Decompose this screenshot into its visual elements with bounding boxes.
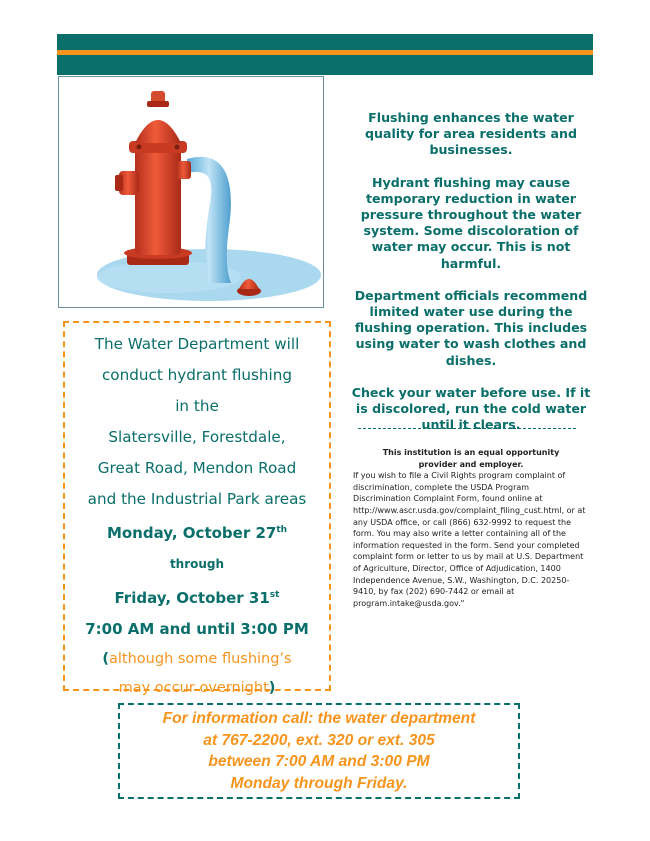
overnight-note: (although some flushing’s may occur overnight) (102, 651, 292, 696)
flushing-hours: 7:00 AM and until 3:00 PM (85, 620, 309, 638)
contact-line: Monday through Friday. (230, 774, 408, 792)
announcement-line: Slatersville, Forestdale, (108, 428, 286, 446)
fire-hydrant-icon (59, 77, 323, 307)
announcement-line: conduct hydrant flushing (101, 366, 293, 384)
announcement-box (63, 321, 331, 696)
notice-body: If you wish to file a Civil Rights program complaint of discrimination, complete the USDA Program Discrimination Complaint Form, found online at http://www.ascr.usda.gov/complaint_filing_cust.html, or at any USDA office, or call (866) 632-9992 to request the form. You may also write a letter containing all of the information requested in the form. Send your completed complaint form or letter to us by mail at U.S. Department of Agriculture, Director, Office of Adjudication, 1400 Independence Avenue, S.W., Washington, D.C. 20250-9410, by fax (202) 690-7442 or email at program.intake@usda.gov." (353, 471, 586, 608)
civil-rights-notice (353, 447, 589, 609)
info-paragraph-check-water: Check your water before use. If it is discolored, run the cold water until it clears. (351, 384, 591, 433)
through-label: through (169, 557, 225, 571)
announcement-line: and the Industrial Park areas (87, 490, 307, 508)
info-column (350, 110, 592, 449)
announcement-line: The Water Department will (94, 335, 300, 353)
announcement-line: Great Road, Mendon Road (97, 459, 297, 477)
info-paragraph-quality: Flushing enhances the water quality for area residents and businesses. (364, 110, 578, 158)
contact-info-box (118, 703, 520, 799)
notice-heading: This institution is an equal opportunity provider and employer. (382, 448, 560, 469)
end-date: Friday, October 31st (114, 589, 280, 607)
contact-line: between 7:00 AM and 3:00 PM (208, 753, 430, 770)
header-accent-stripe (57, 50, 593, 55)
info-paragraph-limited-use: Department officials recommend limited water use during the flushing operation. This includes using water to wash clothes and dishes. (354, 287, 588, 368)
announcement-line: in the (175, 397, 219, 415)
contact-line: For information call: the water department (162, 710, 476, 727)
info-paragraph-pressure: Hydrant flushing may cause temporary reduction in water pressure throughout the water system. Some discoloration of water may occur. This is not harmful. (360, 174, 582, 271)
start-date: Monday, October 27th (106, 524, 288, 542)
hydrant-image-frame (58, 76, 324, 308)
info-divider (358, 428, 576, 429)
contact-line: at 767-2200, ext. 320 or ext. 305 (203, 731, 435, 749)
